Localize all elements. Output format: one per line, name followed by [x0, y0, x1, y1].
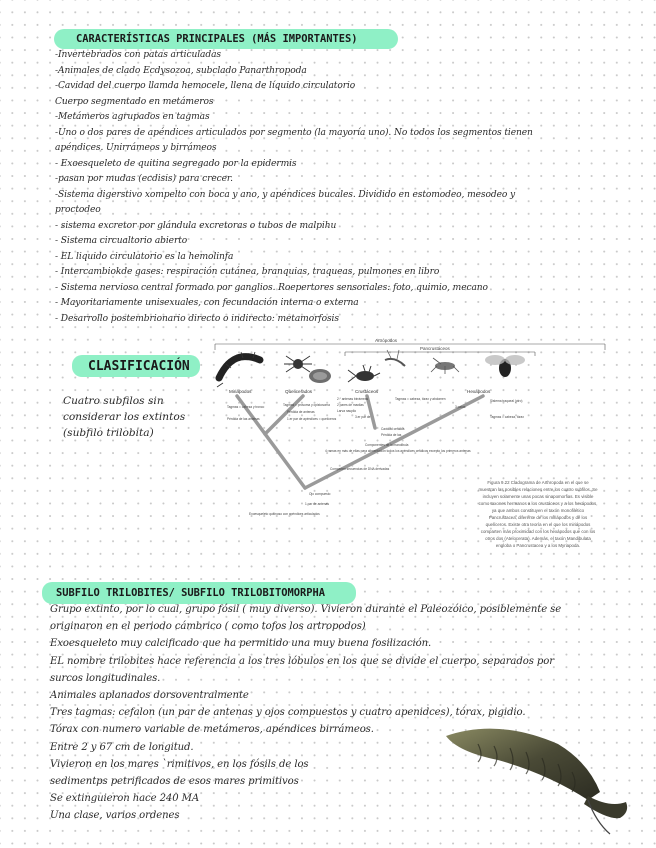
- cladogram-figure: [205, 338, 615, 548]
- taxon-myriapoda: Miriápodos: [229, 389, 252, 394]
- node-label-19: Ojo compuesto: [309, 492, 331, 496]
- trilobites-line-4: EL nombre trilobites hace referencia a los tres lóbulos en los que se divide el cuerpo, separados por: [50, 655, 554, 667]
- features-line-8: - Exoesqueleto de quitina segregado por la epidermis: [55, 158, 297, 169]
- caption-line-5: ya que ambos constituyen el taxón monofilético: [491, 508, 585, 513]
- features-line-18: - Desarrollo postembrionario directo o indirecto: metamorfosis: [55, 313, 339, 324]
- side-note-line-3: (subfilo trilobita): [63, 427, 154, 439]
- node-label-14: Cavidad cefálica: [381, 427, 405, 431]
- trilobites-line-5: surcos longitudinales.: [50, 672, 161, 684]
- top-label-pancrustacea: Pancrustáceos: [420, 346, 450, 351]
- node-label-10: Tagmas = cabeza, tórax y abdomen: [395, 397, 446, 401]
- trilobites-line-9: Entre 2 y 67 cm de longitud.: [50, 741, 194, 753]
- node-label-21: Exoesqueleto quitinoso con apéndices articulados: [249, 512, 320, 516]
- trilobites-line-3: Exoesqueleto muy calcificado que ha permitido una muy buena fosilización.: [50, 638, 432, 650]
- caption-line-10: engloba o Pancrustacea y a los Myriapoda.: [495, 543, 581, 548]
- caption-line-4: como taxones hermanos a los crustáceos y a los hexápodos,: [478, 501, 598, 506]
- crustacean-image: [348, 350, 405, 382]
- features-line-16: - Sistema nervioso central formado por ganglios. Roepertores sensoriales: foto, quimio, mecano: [55, 282, 488, 293]
- trilobites-line-1: Grupo extinto, por lo cual, grupo fósil ( muy diverso). Vivieron durante el Paleozóico, posiblemente se: [50, 604, 562, 615]
- features-line-9: -pasan por mudas (ecdisis) para crecer.: [55, 174, 233, 184]
- node-label-3: Tagmas = prosoma y opistosoma: [283, 403, 330, 407]
- hexapod-image: [431, 355, 525, 377]
- node-label-4: Pérdida de antenas: [287, 410, 315, 414]
- caption-line-8: comparten más proximidad con los hexápodos que con los: [480, 529, 596, 534]
- features-line-10: -Sistema digerstivo xompelto con boca y ano, y apéndices bucales. Dividido en estomodeo, mesodeo y: [55, 189, 516, 200]
- node-label-20: 1.par de antenas: [305, 502, 329, 506]
- trilobites-heading-text: SUBFILO TRILOBITES/ SUBFILO TRILOBITOMORPHA: [56, 587, 325, 599]
- classification-heading: [72, 355, 200, 377]
- caption-line-9: otros dos (Atelocerata). Además, el taxón Mandibulata: [485, 536, 591, 541]
- chelicerate-image: [284, 356, 331, 383]
- node-label-1: Tagmas = cabeza y tronco: [227, 405, 265, 409]
- node-label-12: Sistema traqueal (otro): [490, 399, 523, 403]
- trilobites-line-11: sedimentps petrificados de esos mares primitivos: [50, 776, 299, 787]
- node-label-6: 2.º antenas birrámeas: [337, 397, 369, 401]
- features-line-15: - Intercambiokde gases: respiración cutánea, branquias, traqueas, pulmones en libro: [55, 267, 440, 277]
- node-label-7: 2 pares de maxilas: [337, 403, 364, 407]
- trilobites-line-10: Vivieron en los mares `rimitivos, en los fósils de los: [50, 758, 309, 770]
- caption-line-7: quelíceros. Existe otra teoría en el que los miriápodos: [485, 522, 591, 527]
- features-line-12: - sistema excretor por glándula excretoras o tubos de malpihu: [55, 220, 337, 231]
- features-line-17: - Mayoritariamente unisexuales, con fecundación interna o externa: [55, 298, 359, 308]
- features-line-13: - Sistema circualtorio abierto: [55, 236, 188, 246]
- node-label-11: 3 patas: [455, 405, 466, 409]
- trilobites-line-7: Tres tagmas: cefalon (un par de antenas y ojos compuestos y cuatro apenidces), tórax, pigidio.: [50, 707, 526, 719]
- trilobites-line-6: Animales aplanados dorsoventralmente: [50, 690, 249, 701]
- node-label-5: 1.er par de apéndices = quelíceros: [287, 417, 337, 421]
- caption-line-1: Figura 9.22 Cladograma de Arthropoda en el que se: [487, 480, 589, 485]
- caption-line-2: muestran las posibles relaciones entre los cuatro subfilos. Se: [478, 487, 598, 492]
- features-line-7: apéndices. Unirrámeos y birrámeos: [55, 143, 217, 153]
- top-label-arthropods: Artrópodos: [375, 338, 398, 343]
- node-label-9: 3.er par de: [355, 415, 371, 419]
- trilobites-line-13: Una clase, varios ordenes: [50, 810, 180, 822]
- taxon-chelicerata: Quelicerados: [285, 389, 313, 394]
- trilobites-line-12: Se extinguieron hace 240 MA: [50, 793, 200, 805]
- trilobites-line-8: Tórax con numero variable de metámeros, apéndices birrámeos.: [50, 724, 374, 736]
- features-line-2: -Animales de clado Ecdysozoa, subclado Panarthropoda: [55, 65, 307, 76]
- taxon-crustacea: Crustáceos: [355, 389, 379, 394]
- features-heading: [54, 29, 398, 49]
- trilobite-fossil-image: [438, 722, 638, 842]
- node-label-13: Tagmas = cabeza, tórax: [490, 415, 524, 419]
- node-label-15: Pérdida de las: [381, 433, 402, 437]
- trilobites-heading: [42, 582, 356, 604]
- myriapod-image: [217, 352, 260, 387]
- side-note-line-1: Cuatro subfilos sin: [63, 395, 164, 407]
- features-line-11: proctodeo: [55, 205, 101, 215]
- node-label-8: Larva nauplio: [337, 409, 357, 413]
- taxon-hexapoda: Hexápodos: [467, 389, 491, 394]
- node-label-16: Componentes de la mandíbula: [365, 443, 409, 447]
- node-label-17: 4 ramas en más de ellas para alimentación todos los apéndices cefálicos excepto los primeros antenas: [325, 449, 471, 453]
- side-note-line-2: considerar los extintos: [63, 411, 186, 423]
- classification-heading-text: CLASIFICACIÓN: [88, 358, 190, 374]
- features-line-6: -Uno o dos pares de apéndices articulados por segmento (la mayoría uno). No todos los segmentos tienen: [55, 127, 533, 138]
- cladogram-branches: [237, 396, 483, 488]
- features-line-4: Cuerpo segmentado en metámeros: [55, 96, 214, 107]
- caption-line-3: incluyen solamente unas pocas sinapomorfias. Es visible: [482, 494, 594, 499]
- features-line-14: - EL liquido circulatorio es la hemolinfa: [55, 251, 234, 262]
- features-line-1: -Invertebrados con patas articuladas: [55, 50, 221, 60]
- caption-line-6: Pancrustacea, diferente de los miriápodos y de los: [488, 515, 588, 520]
- features-heading-text: CARACTERÍSTICAS PRINCIPALES (MÁS IMPORTANTES): [76, 33, 358, 45]
- features-line-3: -Cavidad del cuerpo llamda hemocele, llena de líquido circulatorio: [55, 81, 356, 91]
- node-label-18: Comparten secuencias de DNA derivadas: [330, 467, 390, 471]
- trilobites-line-2: originaron en el periodo cámbrico ( como tofos los artropodos): [50, 621, 366, 633]
- node-label-2: Pérdida de las antenas: [227, 417, 260, 421]
- features-line-5: -Metámeros agrupados en tagmas: [55, 112, 210, 122]
